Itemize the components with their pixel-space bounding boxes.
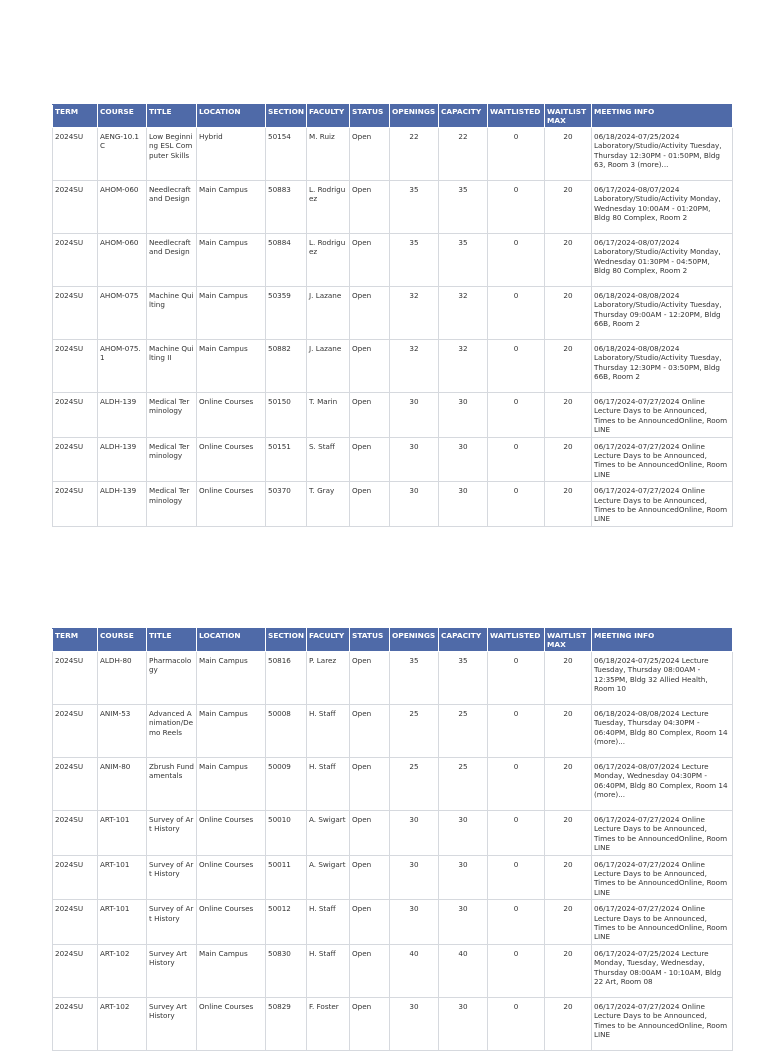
cell-title: Survey of Art History [147,811,197,856]
cell-waitlisted: 0 [488,705,545,758]
cell-status: Open [350,944,390,997]
cell-location: Online Courses [197,900,266,945]
cell-status: Open [350,181,390,234]
cell-title: Medical Terminology [147,393,197,438]
cell-faculty: L. Rodriguez [307,181,350,234]
cell-capacity: 30 [439,900,488,945]
cell-waitlist-max: 20 [545,811,592,856]
cell-status: Open [350,340,390,393]
cell-openings: 30 [390,437,439,482]
cell-location: Main Campus [197,340,266,393]
table-row [53,437,733,482]
cell-openings: 32 [390,340,439,393]
course-table-1 [52,104,733,527]
cell-meeting: 06/17/2024-08/07/2024 Laboratory/Studio/Activity Monday, Wednesday 10:00AM - 01:20PM, Bldg 80 Complex, Room 2 [592,181,733,234]
cell-term: 2024SU [53,855,98,900]
cell-course: ART-102 [98,997,147,1050]
cell-waitlisted: 0 [488,234,545,287]
cell-capacity: 32 [439,287,488,340]
cell-meeting: 06/17/2024-07/27/2024 Online Lecture Days to be Announced, Times to be AnnouncedOnline, Room LINE [592,811,733,856]
cell-term: 2024SU [53,758,98,811]
cell-capacity: 35 [439,234,488,287]
cell-status: Open [350,234,390,287]
cell-status: Open [350,482,390,527]
cell-waitlist-max: 20 [545,128,592,181]
column-header-waitlisted: WAITLISTED [488,105,545,128]
cell-waitlisted: 0 [488,811,545,856]
cell-faculty: J. Lazane [307,287,350,340]
cell-title: Survey of Art History [147,900,197,945]
header-row [53,629,733,652]
cell-section: 50008 [266,705,307,758]
cell-location: Main Campus [197,944,266,997]
cell-waitlist-max: 20 [545,705,592,758]
cell-capacity: 30 [439,855,488,900]
cell-course: ALDH-139 [98,393,147,438]
table-row [53,652,733,705]
cell-term: 2024SU [53,811,98,856]
cell-term: 2024SU [53,997,98,1050]
cell-course: ART-102 [98,944,147,997]
cell-meeting: 06/18/2024-07/25/2024 Laboratory/Studio/Activity Tuesday, Thursday 12:30PM - 01:50PM, Bldg 63, Room 3 (more)... [592,128,733,181]
cell-location: Main Campus [197,234,266,287]
cell-meeting: 06/17/2024-07/27/2024 Online Lecture Days to be Announced, Times to be AnnouncedOnline, Room LINE [592,437,733,482]
column-header-meeting: MEETING INFO [592,105,733,128]
cell-title: Machine Quilting II [147,340,197,393]
table-row [53,900,733,945]
column-header-status: STATUS [350,629,390,652]
column-header-section: SECTION [266,105,307,128]
cell-waitlisted: 0 [488,287,545,340]
cell-course: ALDH-80 [98,652,147,705]
cell-status: Open [350,437,390,482]
cell-course: ART-101 [98,811,147,856]
column-header-status: STATUS [350,105,390,128]
cell-term: 2024SU [53,944,98,997]
cell-faculty: L. Rodriguez [307,234,350,287]
cell-section: 50882 [266,340,307,393]
cell-term: 2024SU [53,705,98,758]
cell-section: 50816 [266,652,307,705]
cell-status: Open [350,900,390,945]
cell-waitlisted: 0 [488,437,545,482]
cell-title: Advanced Animation/Demo Reels [147,705,197,758]
cell-openings: 30 [390,393,439,438]
cell-status: Open [350,811,390,856]
cell-meeting: 06/17/2024-07/27/2024 Online Lecture Days to be Announced, Times to be AnnouncedOnline, Room LINE [592,997,733,1050]
cell-course: ART-101 [98,900,147,945]
cell-waitlisted: 0 [488,944,545,997]
cell-meeting: 06/18/2024-07/25/2024 Lecture Tuesday, Thursday 08:00AM - 12:35PM, Bldg 32 Allied Health, Room 10 [592,652,733,705]
column-header-meeting: MEETING INFO [592,629,733,652]
cell-meeting: 06/17/2024-07/25/2024 Lecture Monday, Tuesday, Wednesday, Thursday 08:00AM - 10:10AM, Bldg 22 Art, Room 08 [592,944,733,997]
cell-section: 50883 [266,181,307,234]
cell-waitlist-max: 20 [545,287,592,340]
cell-waitlisted: 0 [488,900,545,945]
cell-location: Online Courses [197,482,266,527]
cell-waitlisted: 0 [488,758,545,811]
cell-section: 50011 [266,855,307,900]
cell-status: Open [350,758,390,811]
column-header-term: TERM [53,105,98,128]
cell-faculty: T. Gray [307,482,350,527]
course-table-2 [52,628,733,1051]
cell-status: Open [350,393,390,438]
cell-faculty: H. Staff [307,944,350,997]
column-header-waitlist-max: WAITLIST MAX [545,629,592,652]
cell-meeting: 06/18/2024-08/08/2024 Lecture Tuesday, Thursday 04:30PM - 06:40PM, Bldg 80 Complex, Room 14 (more)... [592,705,733,758]
cell-waitlist-max: 20 [545,652,592,705]
cell-title: Pharmacology [147,652,197,705]
column-header-course: COURSE [98,629,147,652]
cell-status: Open [350,705,390,758]
table-row [53,758,733,811]
cell-title: Medical Terminology [147,437,197,482]
cell-faculty: H. Staff [307,758,350,811]
column-header-term: TERM [53,629,98,652]
table-row [53,234,733,287]
cell-meeting: 06/18/2024-08/08/2024 Laboratory/Studio/Activity Tuesday, Thursday 12:30PM - 03:50PM, Bldg 66B, Room 2 [592,340,733,393]
cell-term: 2024SU [53,482,98,527]
cell-waitlist-max: 20 [545,855,592,900]
cell-meeting: 06/17/2024-08/07/2024 Lecture Monday, Wednesday 04:30PM - 06:40PM, Bldg 80 Complex, Room 14 (more)... [592,758,733,811]
cell-faculty: A. Swigart [307,855,350,900]
cell-openings: 35 [390,234,439,287]
cell-location: Main Campus [197,181,266,234]
table-row [53,340,733,393]
cell-waitlisted: 0 [488,393,545,438]
cell-location: Online Courses [197,393,266,438]
cell-waitlisted: 0 [488,997,545,1050]
cell-course: ALDH-139 [98,437,147,482]
cell-section: 50154 [266,128,307,181]
cell-course: ANIM-80 [98,758,147,811]
cell-faculty: S. Staff [307,437,350,482]
cell-title: Needlecraft and Design [147,181,197,234]
cell-capacity: 22 [439,128,488,181]
cell-course: AHOM-060 [98,181,147,234]
cell-openings: 25 [390,758,439,811]
cell-location: Online Courses [197,437,266,482]
cell-section: 50829 [266,997,307,1050]
cell-faculty: A. Swigart [307,811,350,856]
cell-course: AHOM-075.1 [98,340,147,393]
cell-capacity: 35 [439,652,488,705]
cell-section: 50359 [266,287,307,340]
cell-waitlist-max: 20 [545,393,592,438]
cell-title: Medical Terminology [147,482,197,527]
cell-waitlist-max: 20 [545,482,592,527]
cell-meeting: 06/17/2024-07/27/2024 Online Lecture Days to be Announced, Times to be AnnouncedOnline, Room LINE [592,482,733,527]
column-header-capacity: CAPACITY [439,629,488,652]
cell-capacity: 35 [439,181,488,234]
cell-section: 50012 [266,900,307,945]
column-header-location: LOCATION [197,629,266,652]
column-header-course: COURSE [98,105,147,128]
cell-term: 2024SU [53,652,98,705]
column-header-title: TITLE [147,105,197,128]
column-header-waitlisted: WAITLISTED [488,629,545,652]
cell-meeting: 06/17/2024-07/27/2024 Online Lecture Days to be Announced, Times to be AnnouncedOnline, Room LINE [592,393,733,438]
cell-title: Needlecraft and Design [147,234,197,287]
cell-term: 2024SU [53,340,98,393]
cell-capacity: 40 [439,944,488,997]
cell-meeting: 06/17/2024-08/07/2024 Laboratory/Studio/Activity Monday, Wednesday 01:30PM - 04:50PM, Bldg 80 Complex, Room 2 [592,234,733,287]
table-row [53,482,733,527]
table-row [53,944,733,997]
cell-section: 50150 [266,393,307,438]
table-row [53,705,733,758]
cell-waitlist-max: 20 [545,997,592,1050]
cell-faculty: M. Ruiz [307,128,350,181]
cell-section: 50830 [266,944,307,997]
cell-openings: 30 [390,900,439,945]
table-row [53,811,733,856]
cell-title: Survey Art History [147,997,197,1050]
cell-section: 50009 [266,758,307,811]
cell-term: 2024SU [53,181,98,234]
cell-waitlist-max: 20 [545,234,592,287]
cell-openings: 35 [390,181,439,234]
cell-status: Open [350,855,390,900]
cell-section: 50010 [266,811,307,856]
cell-openings: 25 [390,705,439,758]
column-header-waitlist-max: WAITLIST MAX [545,105,592,128]
column-header-openings: OPENINGS [390,105,439,128]
cell-waitlist-max: 20 [545,340,592,393]
cell-waitlist-max: 20 [545,181,592,234]
column-header-faculty: FACULTY [307,105,350,128]
cell-openings: 30 [390,997,439,1050]
cell-openings: 30 [390,811,439,856]
cell-capacity: 25 [439,705,488,758]
cell-capacity: 30 [439,482,488,527]
cell-capacity: 30 [439,997,488,1050]
cell-openings: 30 [390,855,439,900]
table-row [53,287,733,340]
cell-meeting: 06/18/2024-08/08/2024 Laboratory/Studio/Activity Tuesday, Thursday 09:00AM - 12:20PM, Bldg 66B, Room 2 [592,287,733,340]
cell-location: Main Campus [197,758,266,811]
cell-status: Open [350,652,390,705]
cell-meeting: 06/17/2024-07/27/2024 Online Lecture Days to be Announced, Times to be AnnouncedOnline, Room LINE [592,900,733,945]
column-header-location: LOCATION [197,105,266,128]
cell-term: 2024SU [53,287,98,340]
cell-waitlist-max: 20 [545,900,592,945]
cell-course: AHOM-075 [98,287,147,340]
cell-openings: 35 [390,652,439,705]
table-row [53,128,733,181]
cell-openings: 32 [390,287,439,340]
cell-capacity: 30 [439,393,488,438]
cell-faculty: T. Marin [307,393,350,438]
cell-waitlist-max: 20 [545,944,592,997]
column-header-title: TITLE [147,629,197,652]
cell-waitlisted: 0 [488,855,545,900]
cell-location: Hybrid [197,128,266,181]
cell-course: ANIM-53 [98,705,147,758]
cell-title: Machine Quilting [147,287,197,340]
cell-section: 50370 [266,482,307,527]
cell-waitlisted: 0 [488,340,545,393]
cell-capacity: 25 [439,758,488,811]
cell-term: 2024SU [53,393,98,438]
cell-section: 50884 [266,234,307,287]
cell-faculty: H. Staff [307,705,350,758]
cell-openings: 40 [390,944,439,997]
column-header-capacity: CAPACITY [439,105,488,128]
cell-status: Open [350,128,390,181]
cell-title: Low Beginning ESL Computer Skills [147,128,197,181]
cell-course: ART-101 [98,855,147,900]
header-row [53,105,733,128]
cell-capacity: 30 [439,811,488,856]
column-header-openings: OPENINGS [390,629,439,652]
cell-course: ALDH-139 [98,482,147,527]
cell-waitlist-max: 20 [545,437,592,482]
cell-openings: 22 [390,128,439,181]
table-row [53,855,733,900]
cell-course: AENG-10.1C [98,128,147,181]
cell-waitlisted: 0 [488,652,545,705]
cell-status: Open [350,287,390,340]
cell-status: Open [350,997,390,1050]
column-header-section: SECTION [266,629,307,652]
cell-capacity: 32 [439,340,488,393]
cell-location: Main Campus [197,287,266,340]
cell-location: Online Courses [197,811,266,856]
cell-waitlisted: 0 [488,482,545,527]
cell-faculty: F. Foster [307,997,350,1050]
column-header-faculty: FACULTY [307,629,350,652]
cell-location: Online Courses [197,855,266,900]
cell-title: Survey Art History [147,944,197,997]
cell-faculty: P. Larez [307,652,350,705]
table-row [53,393,733,438]
cell-waitlisted: 0 [488,128,545,181]
cell-title: Survey of Art History [147,855,197,900]
cell-location: Online Courses [197,997,266,1050]
cell-waitlisted: 0 [488,181,545,234]
cell-term: 2024SU [53,437,98,482]
cell-faculty: H. Staff [307,900,350,945]
cell-meeting: 06/17/2024-07/27/2024 Online Lecture Days to be Announced, Times to be AnnouncedOnline, Room LINE [592,855,733,900]
cell-capacity: 30 [439,437,488,482]
cell-waitlist-max: 20 [545,758,592,811]
cell-location: Main Campus [197,652,266,705]
cell-term: 2024SU [53,900,98,945]
cell-title: Zbrush Fundamentals [147,758,197,811]
cell-section: 50151 [266,437,307,482]
cell-course: AHOM-060 [98,234,147,287]
cell-location: Main Campus [197,705,266,758]
cell-term: 2024SU [53,128,98,181]
cell-openings: 30 [390,482,439,527]
table-row [53,181,733,234]
table-body [53,652,733,1051]
cell-term: 2024SU [53,234,98,287]
table-body [53,128,733,527]
cell-faculty: J. Lazane [307,340,350,393]
